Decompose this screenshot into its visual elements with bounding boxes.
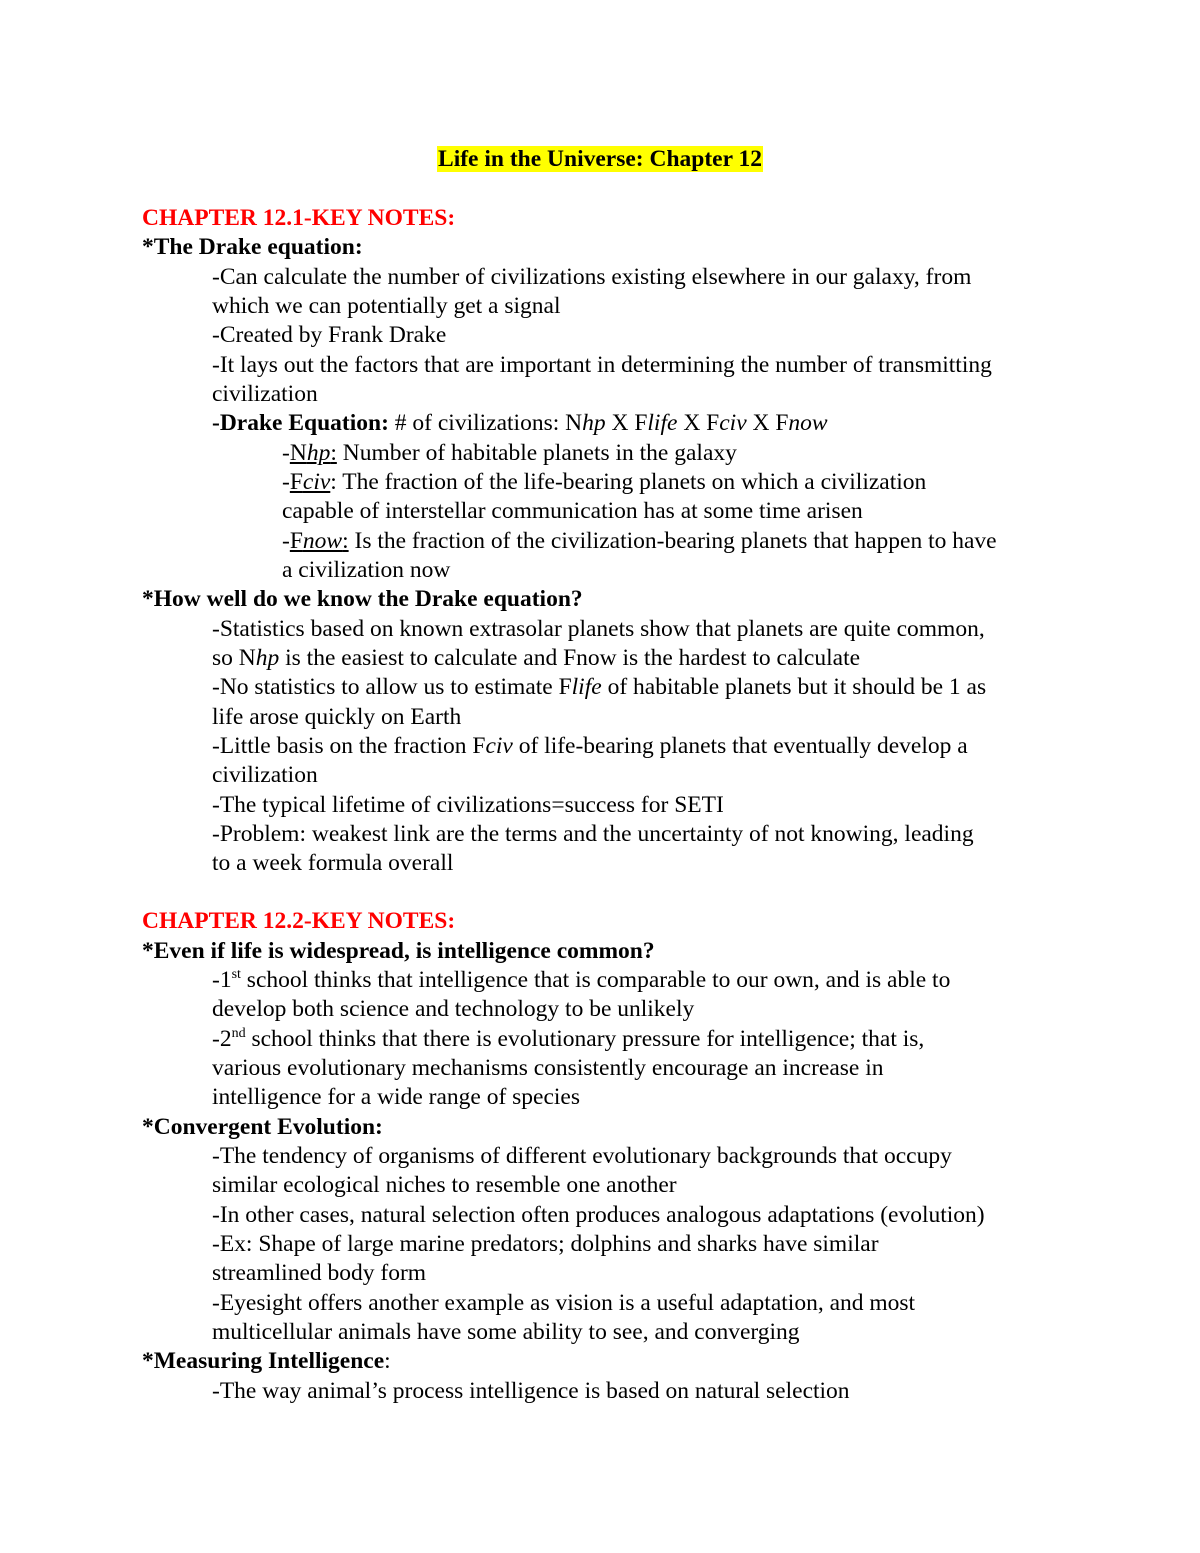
intel-line-5: intelligence for a wide range of species bbox=[212, 1084, 581, 1110]
how-well-line-5 bbox=[212, 732, 968, 761]
convergent-line-3: -In other cases, natural selection often produces analogous adaptations (evolution) bbox=[212, 1202, 985, 1228]
drake-line-5: civilization bbox=[212, 381, 318, 407]
convergent-line-6: -Eyesight offers another example as vision is a useful adaptation, and most bbox=[212, 1290, 916, 1316]
s5c: of life-bearing planets that eventually develop a bbox=[512, 733, 968, 759]
how-well-line-3 bbox=[212, 673, 986, 702]
fnow-term bbox=[290, 528, 349, 554]
fnow-F: F bbox=[289, 528, 303, 554]
eq-x3: X F bbox=[746, 410, 789, 436]
how-well-heading: *How well do we know the Drake equation? bbox=[142, 586, 583, 612]
fciv-term bbox=[290, 469, 330, 495]
a1b: school thinks that intelligence that is comparable to our own, and is able to bbox=[240, 967, 951, 993]
s3c: of habitable planets but it should be 1 as bbox=[601, 674, 987, 700]
s2c: is the easiest to calculate and Fnow is the hardest to calculate bbox=[279, 645, 861, 671]
s5b: civ bbox=[485, 733, 513, 759]
eq-life: life bbox=[647, 410, 678, 436]
a1: -1 bbox=[212, 967, 232, 993]
intel-line-1 bbox=[212, 966, 950, 995]
nhp-N: N bbox=[289, 440, 307, 466]
how-well-line-1: -Statistics based on known extrasolar planets show that planets are quite common, bbox=[212, 616, 985, 642]
nhp-term bbox=[290, 440, 337, 466]
fciv-F: F bbox=[289, 469, 303, 495]
intelligence-heading: *Even if life is widespread, is intelligence common? bbox=[142, 938, 655, 964]
eq-civ: civ bbox=[719, 410, 747, 436]
eq-prefix: # of civilizations: N bbox=[388, 410, 583, 436]
fnow-text: Is the fraction of the civilization-bearing planets that happen to have bbox=[348, 528, 997, 554]
s3a: -No statistics to allow us to estimate F bbox=[212, 674, 572, 700]
intel-line-2: develop both science and technology to be unlikely bbox=[212, 996, 695, 1022]
nhp-definition bbox=[282, 439, 737, 468]
convergent-line-5: streamlined body form bbox=[212, 1260, 427, 1286]
fnow-dash: - bbox=[282, 528, 290, 554]
measuring-heading: *Measuring Intelligence bbox=[142, 1348, 385, 1374]
drake-line-2: which we can potentially get a signal bbox=[212, 293, 561, 319]
how-well-line-8: -Problem: weakest link are the terms and the uncertainty of not knowing, leading bbox=[212, 821, 974, 847]
fciv-dash: - bbox=[282, 469, 290, 495]
fciv-definition bbox=[282, 468, 926, 497]
document-title: Life in the Universe: Chapter 12 bbox=[438, 146, 762, 172]
measuring-colon: : bbox=[384, 1348, 391, 1374]
nhp-text: Number of habitable planets in the galaxy bbox=[336, 440, 737, 466]
fnow-colon: : bbox=[342, 528, 349, 554]
fciv-definition-2: capable of interstellar communication has at some time arisen bbox=[282, 498, 863, 524]
convergent-line-2: similar ecological niches to resemble one another bbox=[212, 1172, 677, 1198]
title-row bbox=[0, 145, 1200, 174]
how-well-line-2 bbox=[212, 644, 860, 673]
b1: -2 bbox=[212, 1026, 232, 1052]
intel-line-3 bbox=[212, 1025, 924, 1054]
measuring-heading-line bbox=[142, 1347, 391, 1376]
a1-sup: st bbox=[231, 967, 241, 983]
how-well-line-9: to a week formula overall bbox=[212, 850, 454, 876]
nhp-hp: hp bbox=[306, 440, 331, 466]
convergent-line-7: multicellular animals have some ability to see, and converging bbox=[212, 1319, 800, 1345]
s5a: -Little basis on the fraction F bbox=[212, 733, 486, 759]
convergent-line-4: -Ex: Shape of large marine predators; dolphins and sharks have similar bbox=[212, 1231, 879, 1257]
b1-sup: nd bbox=[231, 1026, 246, 1042]
intel-line-4: various evolutionary mechanisms consistently encourage an increase in bbox=[212, 1055, 884, 1081]
how-well-line-4: life arose quickly on Earth bbox=[212, 704, 462, 730]
convergent-heading: *Convergent Evolution: bbox=[142, 1114, 383, 1140]
how-well-line-7: -The typical lifetime of civilizations=success for SETI bbox=[212, 792, 724, 818]
measuring-line-1: -The way animal’s process intelligence is based on natural selection bbox=[212, 1378, 850, 1404]
eq-x2: X F bbox=[677, 410, 720, 436]
s2a: so N bbox=[212, 645, 256, 671]
s3b: life bbox=[571, 674, 602, 700]
chapter-12-2-heading: CHAPTER 12.2-KEY NOTES: bbox=[142, 908, 456, 934]
eq-x1: X F bbox=[605, 410, 648, 436]
fciv-civ: civ bbox=[302, 469, 331, 495]
how-well-line-6: civilization bbox=[212, 762, 318, 788]
eq-hp: hp bbox=[582, 410, 606, 436]
drake-line-4: -It lays out the factors that are important in determining the number of transmitting bbox=[212, 352, 992, 378]
chapter-12-1-heading: CHAPTER 12.1-KEY NOTES: bbox=[142, 205, 456, 231]
drake-line-3: -Created by Frank Drake bbox=[212, 322, 447, 348]
s2b: hp bbox=[255, 645, 280, 671]
nhp-colon: : bbox=[330, 440, 337, 466]
drake-equation-line bbox=[212, 409, 828, 438]
fciv-text: : The fraction of the life-bearing planets on which a civilization bbox=[330, 469, 927, 495]
nhp-dash: - bbox=[282, 440, 290, 466]
convergent-line-1: -The tendency of organisms of different evolutionary backgrounds that occupy bbox=[212, 1143, 952, 1169]
fnow-definition bbox=[282, 527, 997, 556]
drake-equation-label: -Drake Equation: bbox=[212, 410, 389, 436]
eq-now: now bbox=[788, 410, 828, 436]
drake-line-1: -Can calculate the number of civilizations existing elsewhere in our galaxy, from bbox=[212, 264, 972, 290]
fnow-definition-2: a civilization now bbox=[282, 557, 451, 583]
drake-equation-heading: *The Drake equation: bbox=[142, 234, 363, 260]
fnow-now: now bbox=[302, 528, 343, 554]
b1b: school thinks that there is evolutionary pressure for intelligence; that is, bbox=[245, 1026, 925, 1052]
